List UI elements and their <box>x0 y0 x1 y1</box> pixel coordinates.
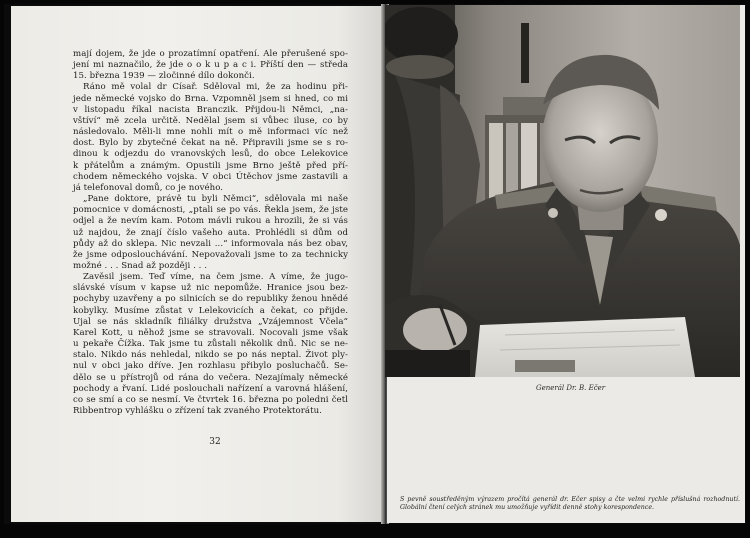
text-line: pochyby uzavřeny a po silnicích se do republiky ženou hnědé <box>73 294 348 305</box>
text-line: slávské vísum v kapse už nic nepomůže. Hranice jsou bez- <box>73 283 348 294</box>
photo-footnote: S pevně soustředěným výrazem pročítá generál dr. Ečer spisy a čte velmi rychle příslušná rozhodnutí. Globální čtení celých stránek mu umožňuje vyřídit denně stohy korespondence. <box>400 496 740 511</box>
portrait-photo <box>385 5 740 377</box>
text-line: odjel a že nevím kam. Potom mávli rukou a hrozili, že si vás <box>73 216 348 227</box>
text-line: Ráno mě volal dr Císař. Sděloval mi, že za hodinu při- <box>83 82 348 93</box>
text-line: Zavěsil jsem. Teď víme, na čem jsme. A víme, že jugo- <box>83 272 348 283</box>
text-line: že jsme odposlouchávání. Nepovažovali jsme to za technicky <box>73 249 348 260</box>
text-line: co se smí a co se nesmí. Ve čtvrtek 16. března po poledni četl <box>73 394 348 405</box>
text-line: možné . . . Snad až později . . . <box>73 260 207 271</box>
text-line: nul v obci jako dříve. Jen rozhlasu přibylo posluchačů. Se- <box>73 361 348 372</box>
text-line: vštíví“ mě zcela určitě. Nedělal jsem si vůbec iluse, co by <box>73 115 348 126</box>
text-line: následovalo. Měli-li mne nohli mít o mě informaci víc než <box>73 127 348 138</box>
text-line: kobylky. Musíme zůstat v Lelekovicích a čekat, co přijde. <box>73 305 348 316</box>
text-line: v listopadu říkal nacista Branczik. Přijdou-li Němci, „na- <box>73 104 348 115</box>
text-line: dinou k odjezdu do vranovských lesů, do obce Lelekovice <box>73 149 348 160</box>
page-number: 32 <box>209 437 221 447</box>
text-line: stalo. Nikdo nás nehledal, nikdo se po nás neptal. Život ply- <box>73 350 348 361</box>
text-line: já telefonoval domů, co je nového. <box>73 182 224 193</box>
text-line: pochody a řvaní. Lidé poslouchali nařízení a varovná hlášení, <box>73 383 348 394</box>
text-line: dělo se u přístrojů od rána do večera. Nezajímaly německé <box>73 372 348 383</box>
text-line: mají dojem, že jde o prozatímní opatření. Ale přerušené spo- <box>73 49 348 59</box>
text-line: Ribbentrop vyhlášku o zřízení tak zvaného Protektorátu. <box>73 406 322 416</box>
text-line: půdy až do sklepa. Nic nevzali ...“ informovala nás bez obav, <box>73 238 348 249</box>
text-line: jede německé vojsko do Brna. Vzpomněl jsem si hned, co mi <box>73 93 348 104</box>
text-line: jení mi naznačilo, že jde o o k u p a c i. Příští den — středa <box>73 60 348 71</box>
body-text <box>73 49 348 417</box>
text-line: u pekaře Čížka. Tak jsme tu zůstali několik dnů. Nic se ne- <box>73 339 348 350</box>
photo-caption: Generál Dr. B. Ečer <box>536 384 606 392</box>
text-line: k přátelům a známým. Opustili jsme Brno ještě před pří- <box>73 160 348 171</box>
text-line: už najdou, že znají číslo vašeho auta. Prohlédli si dům od <box>73 227 348 238</box>
text-line: chodem německého vojska. V obci Útěchov jsme zastavili a <box>73 171 348 182</box>
text-line: Ujal se nás skladník filiálky družstva „Vzájemnost Včela“ <box>73 316 348 327</box>
text-line: 15. března 1939 — zločinné dílo dokonči. <box>73 71 255 82</box>
text-line: Karel Kott, u něhož jsme se stravovali. Nocovali jsme však <box>73 327 348 338</box>
text-line: dost. Bylo by zbytečné čekat na ně. Připravili jsme se s ro- <box>73 138 348 149</box>
text-line: pomocnice v domácnosti, „ptali se po vás. Řekla jsem, že jste <box>73 205 348 216</box>
text-line: „Pane doktore, právě tu byli Němci“, sdělovala mi naše <box>83 194 348 205</box>
